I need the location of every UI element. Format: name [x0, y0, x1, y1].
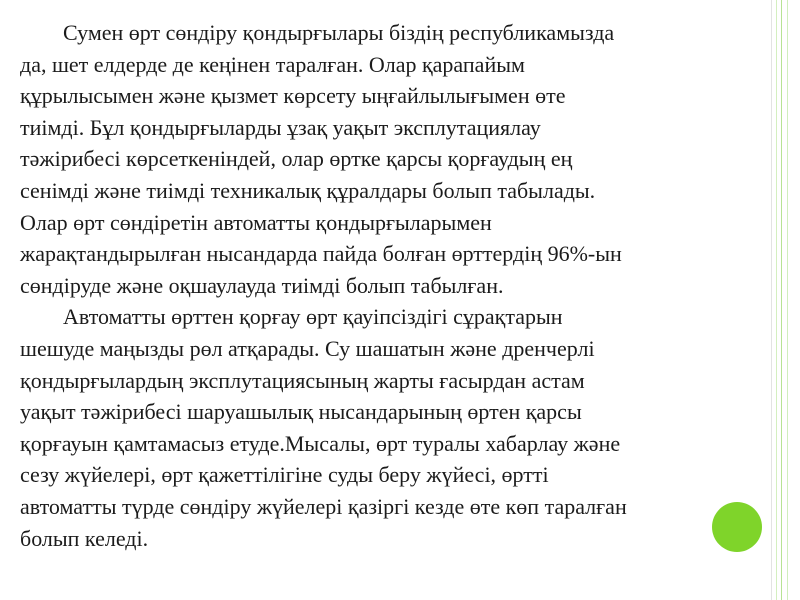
- border-stripe-2: [776, 0, 777, 600]
- paragraph-2-line-7: автоматты түрде сөндіру жүйелері қазіргі кезде өте көп таралған: [20, 493, 627, 519]
- paragraph-2-line-4: уақыт тәжірибесі шаруашылық нысандарының өртен қарсы: [20, 399, 582, 425]
- slide-body-text: [20, 17, 776, 554]
- paragraph-2-line-6: сезу жүйелері, өрт қажеттілігіне суды беру жүйесі, өртті: [20, 462, 549, 488]
- paragraph-1-line-9: сөндіруде және оқшаулауда тиімді болып табылған.: [20, 272, 504, 298]
- paragraph-1-line-2: да, шет елдерде де кеңінен таралған. Олар қарапайым: [20, 51, 525, 77]
- paragraph-2-line-3: қондырғылардың эксплутациясының жарты ғасырдан астам: [20, 367, 585, 393]
- paragraph-2-line-5: қорғауын қамтамасыз етуде.Мысалы, өрт туралы хабарлау және: [20, 430, 621, 456]
- paragraph-2-line-1: Автоматты өрттен қорғау өрт қауіпсіздігі сұрақтарын: [63, 304, 563, 330]
- border-stripe-4: [787, 0, 788, 600]
- paragraph-1-line-6: сенімді және тиімді техникалық құралдары болып табылады.: [20, 177, 596, 203]
- border-stripe-3: [781, 0, 782, 600]
- paragraph-2-line-2: шешуде маңызды рөл атқарады. Су шашатын және дренчерлі: [20, 335, 595, 361]
- paragraph-1-line-8: жарақтандырылған нысандарда пайда болған өрттердің 96%-ын: [20, 241, 622, 267]
- paragraph-1-line-1: Сумен өрт сөндіру қондырғылары біздің республикамызда: [63, 20, 615, 45]
- paragraph-1-line-4: тиімді. Бұл қондырғыларды ұзақ уақыт эксплутациялау: [20, 114, 541, 140]
- paragraph-1-line-7: Олар өрт сөндіретін автоматты қондырғыларымен: [20, 209, 492, 235]
- green-circle-decoration: [712, 502, 762, 552]
- paragraph-2-line-8: болып келеді.: [20, 525, 149, 551]
- paragraph-1-line-5: тәжірибесі көрсеткеніндей, олар өртке қарсы қорғаудың ең: [20, 146, 573, 172]
- paragraph-1-line-3: құрылысымен және қызмет көрсету ыңғайлылығымен өте: [20, 83, 566, 109]
